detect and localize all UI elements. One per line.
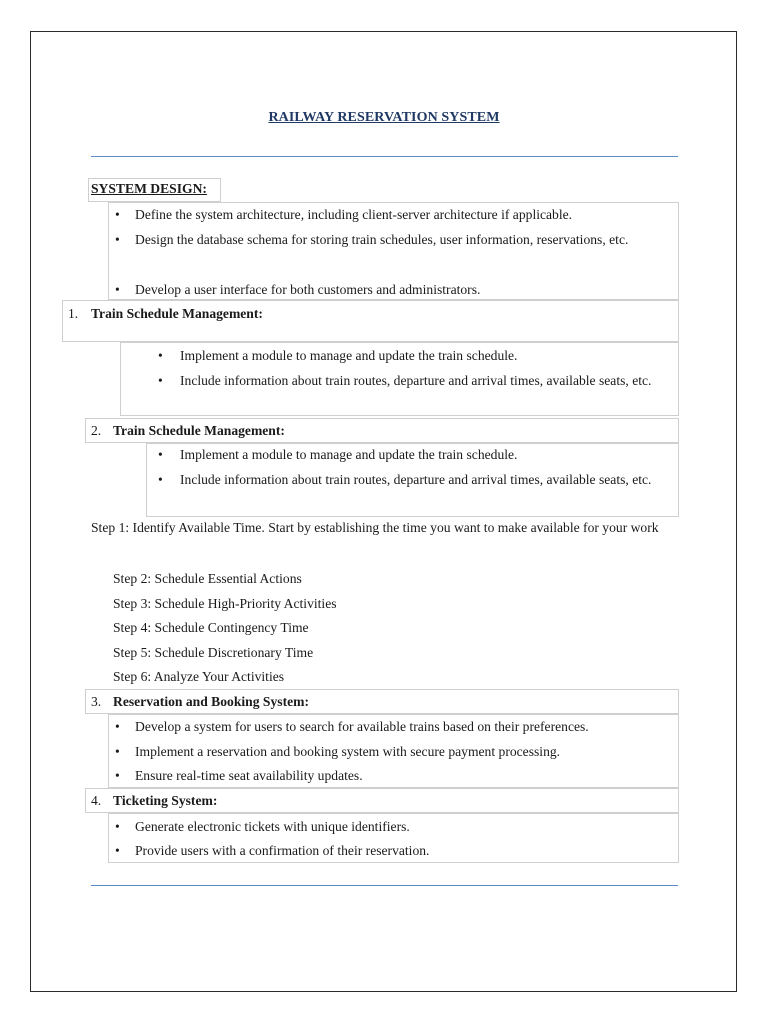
section-4-heading: Ticketing System: (113, 793, 218, 808)
bullet-icon: • (115, 282, 120, 297)
bullet-text: Include information about train routes, departure and arrival times, available seats, etc. (180, 472, 652, 487)
section-1-number: 1. (68, 306, 79, 321)
bullet-text: Design the database schema for storing train schedules, user information, reservations, etc. (135, 232, 629, 247)
bullet-icon: • (115, 843, 120, 858)
bullet-text: Develop a system for users to search for available trains based on their preferences. (135, 719, 589, 734)
list-item (0, 228, 768, 278)
bullet-icon: • (158, 373, 163, 388)
step-item: Step 5: Schedule Discretionary Time (113, 645, 314, 660)
bullet-icon: • (158, 472, 163, 487)
bullet-text: Ensure real-time seat availability updates. (135, 768, 363, 783)
bullet-text: Implement a reservation and booking system with secure payment processing. (135, 744, 561, 759)
bullet-text: Implement a module to manage and update the train schedule. (180, 447, 518, 462)
system-design-heading: SYSTEM DESIGN: (91, 181, 207, 196)
step-item: Step 4: Schedule Contingency Time (113, 620, 309, 635)
list-item (0, 815, 768, 839)
list-item (0, 839, 768, 863)
bullet-icon: • (115, 744, 120, 759)
bullet-text: Define the system architecture, including client-server architecture if applicable. (135, 207, 573, 222)
step-item: Step 2: Schedule Essential Actions (113, 571, 302, 586)
footer-rule (91, 885, 678, 886)
bullet-text: Provide users with a confirmation of their reservation. (135, 843, 430, 858)
list-item (0, 278, 768, 302)
list-item (0, 764, 768, 788)
bullet-text: Implement a module to manage and update the train schedule. (180, 348, 518, 363)
list-item (0, 203, 768, 227)
list-item (0, 468, 768, 518)
list-item (0, 740, 768, 764)
section-4-number: 4. (91, 793, 102, 808)
step-item: Step 3: Schedule High-Priority Activities (113, 596, 337, 611)
step-1-paragraph: Step 1: Identify Available Time. Start by establishing the time you want to make available for your work (91, 520, 659, 535)
bullet-icon: • (115, 819, 120, 834)
bullet-icon: • (158, 447, 163, 462)
section-1-heading: Train Schedule Management: (91, 306, 263, 321)
list-item (0, 344, 768, 368)
bullet-icon: • (115, 207, 120, 222)
bullet-text: Include information about train routes, departure and arrival times, available seats, etc. (180, 373, 652, 388)
list-item (0, 715, 768, 739)
bullet-text: Develop a user interface for both customers and administrators. (135, 282, 481, 297)
bullet-icon: • (115, 768, 120, 783)
section-3-number: 3. (91, 694, 102, 709)
document-title: RAILWAY RESERVATION SYSTEM (268, 110, 500, 125)
section-2-heading: Train Schedule Management: (113, 423, 285, 438)
bullet-icon: • (115, 719, 120, 734)
bullet-icon: • (115, 232, 120, 247)
list-item (0, 369, 768, 419)
section-2-number: 2. (91, 423, 102, 438)
section-3-heading: Reservation and Booking System: (113, 694, 309, 709)
step-item: Step 6: Analyze Your Activities (113, 669, 285, 684)
bullet-icon: • (158, 348, 163, 363)
bullet-text: Generate electronic tickets with unique identifiers. (135, 819, 410, 834)
header-rule (91, 156, 678, 157)
list-item (0, 443, 768, 467)
